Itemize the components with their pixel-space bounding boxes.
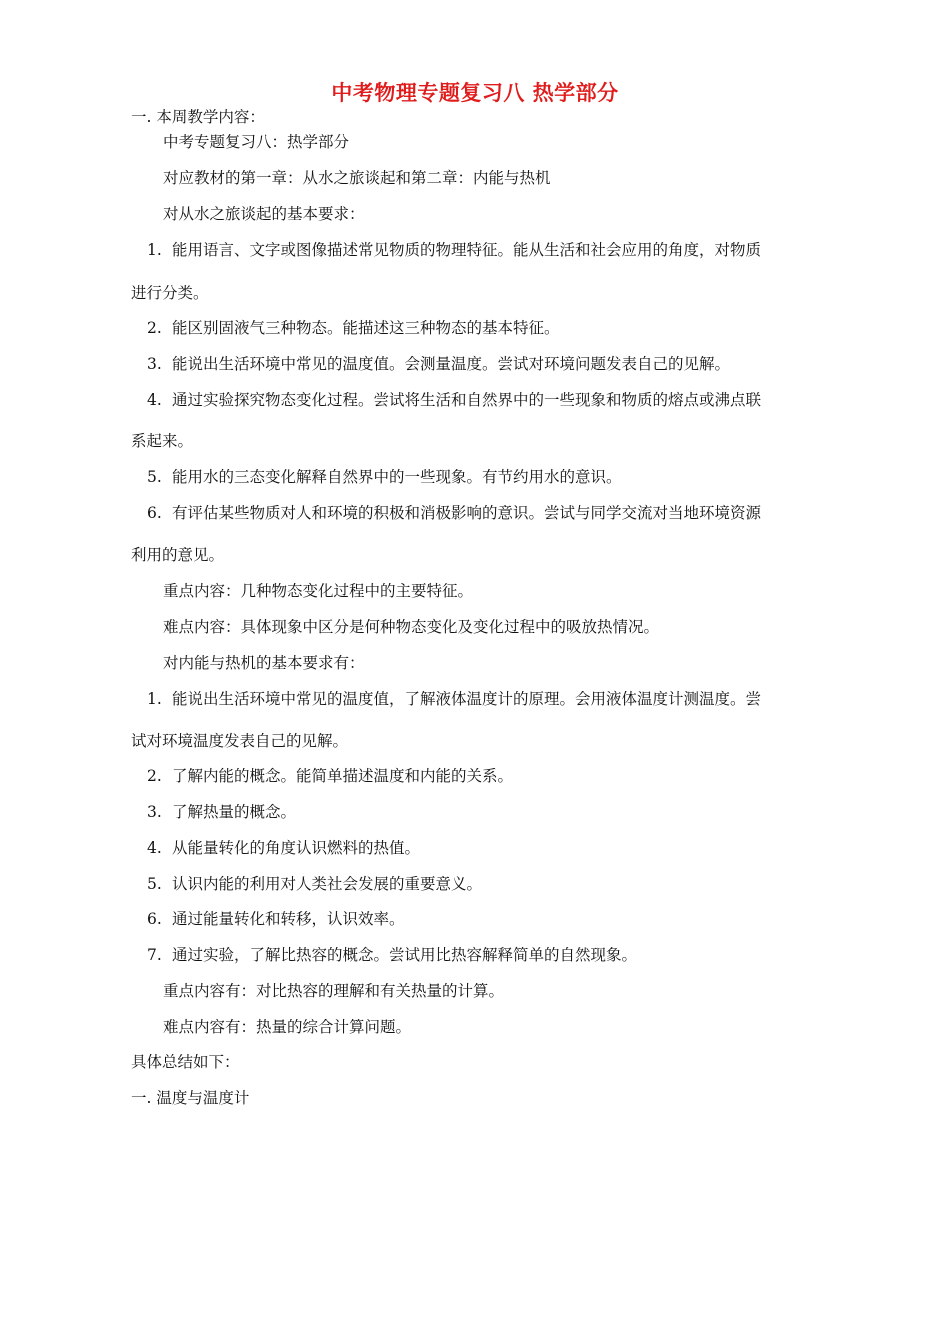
ch2-difficult-points: 难点内容有：热量的综合计算问题。 [163,1018,412,1036]
ch1-item-6-num: 6. [147,504,162,522]
ch1-item-5-text: 能用水的三态变化解释自然界中的一些现象。有节约用水的意识。 [172,468,622,486]
ch2-item-2-text: 了解内能的概念。能简单描述温度和内能的关系。 [172,767,514,785]
section-heading: 一. 本周教学内容： [131,108,265,126]
chapters-line: 对应教材的第一章：从水之旅谈起和第二章：内能与热机 [163,169,551,187]
ch2-item-2-num: 2. [147,767,162,785]
section-temperature-heading: 一. 温度与温度计 [131,1089,250,1107]
ch2-item-6-num: 6. [147,910,162,928]
ch2-item-4-text: 从能量转化的角度认识燃料的热值。 [172,839,421,857]
summary-intro: 具体总结如下： [131,1053,240,1071]
ch1-item-2-num: 2. [147,319,162,337]
ch1-item-1-text-cont: 进行分类。 [131,284,209,302]
ch1-intro: 对从水之旅谈起的基本要求： [163,205,365,223]
topic-line: 中考专题复习八：热学部分 [163,133,350,151]
ch2-item-7-text: 通过实验，了解比热容的概念。尝试用比热容解释简单的自然现象。 [172,946,638,964]
ch1-item-4-text-cont: 系起来。 [131,432,194,450]
ch1-item-6-text-cont: 利用的意见。 [131,546,225,564]
ch2-key-points: 重点内容有：对比热容的理解和有关热量的计算。 [163,982,505,1000]
ch2-item-5-text: 认识内能的利用对人类社会发展的重要意义。 [172,875,483,893]
ch1-item-2-text: 能区别固液气三种物态。能描述这三种物态的基本特征。 [172,319,560,337]
ch1-item-1-text: 能用语言、文字或图像描述常见物质的物理特征。能从生活和社会应用的角度，对物质 [172,241,762,259]
ch1-item-4-num: 4. [147,391,162,409]
ch2-item-3-text: 了解热量的概念。 [172,803,297,821]
page-title: 中考物理专题复习八 热学部分 [331,81,619,105]
ch1-item-3-num: 3. [147,355,162,373]
ch2-item-5-num: 5. [147,875,162,893]
ch1-item-5-num: 5. [147,468,162,486]
ch2-item-1-text: 能说出生活环境中常见的温度值，了解液体温度计的原理。会用液体温度计测温度。尝 [172,690,762,708]
ch2-item-1-num: 1. [147,690,162,708]
ch2-item-7-num: 7. [147,946,162,964]
ch2-item-4-num: 4. [147,839,162,857]
ch1-key-points: 重点内容：几种物态变化过程中的主要特征。 [163,582,474,600]
ch1-item-4-text: 通过实验探究物态变化过程。尝试将生活和自然界中的一些现象和物质的熔点或沸点联 [172,391,762,409]
ch1-item-3-text: 能说出生活环境中常见的温度值。会测量温度。尝试对环境问题发表自己的见解。 [172,355,731,373]
ch2-item-1-text-cont: 试对环境温度发表自己的见解。 [131,732,349,750]
ch1-difficult-points: 难点内容：具体现象中区分是何种物态变化及变化过程中的吸放热情况。 [163,618,660,636]
ch2-intro: 对内能与热机的基本要求有： [163,654,365,672]
ch1-item-1-num: 1. [147,241,162,259]
ch1-item-6-text: 有评估某些物质对人和环境的积极和消极影响的意识。尝试与同学交流对当地环境资源 [172,504,762,522]
ch2-item-3-num: 3. [147,803,162,821]
ch2-item-6-text: 通过能量转化和转移，认识效率。 [172,910,405,928]
